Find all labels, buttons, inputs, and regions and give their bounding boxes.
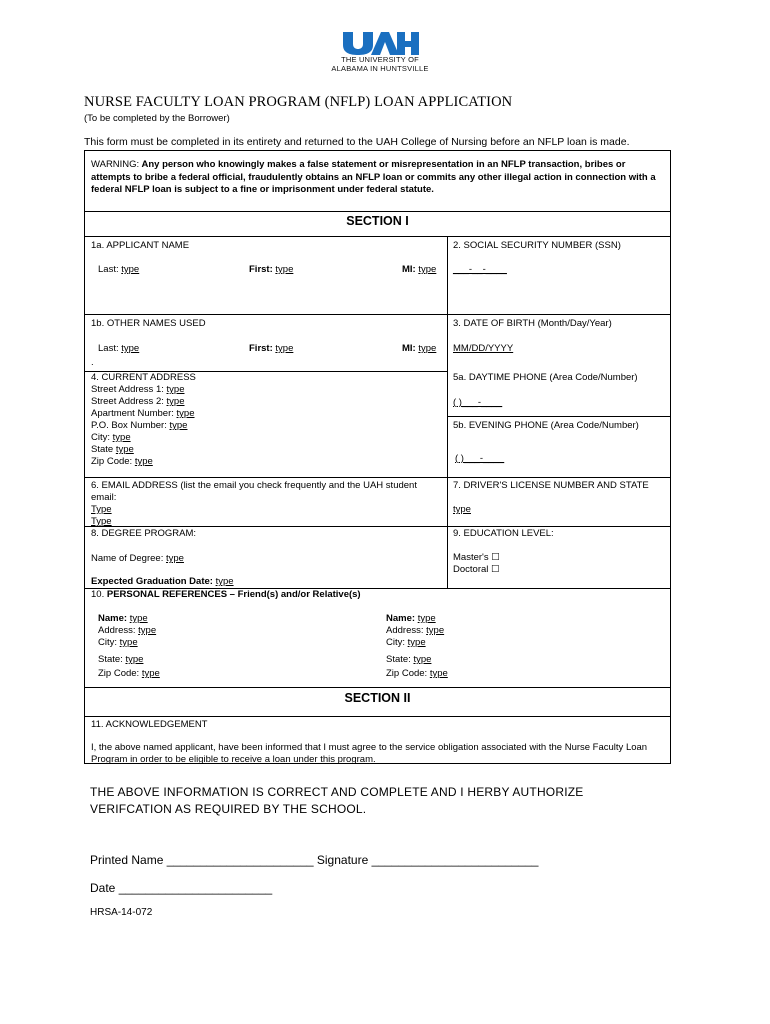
dob-field[interactable]: MM/DD/YYYY (453, 343, 514, 354)
other-mi-field[interactable]: type (418, 343, 437, 354)
day-phone-label: 5a. DAYTIME PHONE (Area Code/Number) (453, 372, 638, 383)
other-first-field[interactable]: type (275, 343, 294, 354)
applicant-mi-field[interactable]: type (418, 264, 437, 275)
signature-field[interactable]: _________________________ (371, 853, 539, 867)
graduation-date: Expected Graduation Date: type (91, 576, 234, 587)
other-names-dot: . (91, 357, 94, 368)
other-last-field[interactable]: type (121, 343, 140, 354)
ref2-state-field[interactable]: type (413, 654, 432, 665)
ref1-zip-field[interactable]: type (141, 668, 160, 679)
applicant-last: Last: type (98, 264, 140, 275)
ssn-label: 2. SOCIAL SECURITY NUMBER (SSN) (453, 240, 621, 251)
degree-name: Name of Degree: type (91, 553, 184, 564)
doctoral-checkbox[interactable]: Doctoral ☐ (453, 564, 500, 575)
day-phone-field[interactable]: ( )___-____ (453, 397, 503, 408)
printed-name-field[interactable]: ______________________ (166, 853, 314, 867)
address-label: 4. CURRENT ADDRESS (91, 372, 196, 383)
printed-name-label: Printed Name (90, 853, 164, 867)
email-field-1[interactable]: Type (91, 504, 112, 515)
street1-field[interactable]: type (166, 384, 185, 395)
state-field[interactable]: type (115, 444, 134, 455)
email-label: 6. EMAIL ADDRESS (list the email you check frequently and the UAH student email: (91, 480, 417, 503)
warning-label: WARNING: (91, 159, 140, 170)
ssn-field[interactable]: ___-__-____ (453, 264, 507, 275)
current-address: 4. CURRENT ADDRESS Street Address 1: type Street Address 2: type Apartment Number: type P.O. Box Number: type City: type State type Zip Code: type (91, 372, 196, 467)
signature-row (90, 853, 538, 867)
section-1-heading: SECTION I (346, 214, 409, 228)
applicant-name-label: 1a. APPLICANT NAME (91, 240, 190, 251)
application-form (84, 150, 671, 764)
references-label: 10. PERSONAL REFERENCES – Friend(s) and/or Relative(s) (91, 589, 361, 600)
uah-logo-mark-icon (341, 30, 419, 56)
applicant-first-field[interactable]: type (275, 264, 294, 275)
ack-label: 11. ACKNOWLEDGEMENT (91, 719, 208, 730)
street2-field[interactable]: type (166, 396, 185, 407)
applicant-first: First: type (249, 264, 294, 275)
other-last: Last: type (98, 343, 140, 354)
signature-label: Signature (316, 853, 369, 867)
po-box-field[interactable]: type (169, 420, 188, 431)
license-label: 7. DRIVER'S LICENSE NUMBER AND STATE (453, 480, 649, 491)
ref2-city-field[interactable]: type (407, 637, 426, 648)
section-2-heading: SECTION II (344, 691, 411, 705)
ref2-name-field[interactable]: type (417, 613, 436, 624)
email-field-2[interactable]: Type (91, 516, 112, 527)
other-mi: MI: type (402, 343, 437, 354)
dob-label: 3. DATE OF BIRTH (Month/Day/Year) (453, 318, 612, 329)
education-label: 9. EDUCATION LEVEL: (453, 528, 554, 539)
license-field[interactable]: type (453, 504, 471, 515)
degree-label: 8. DEGREE PROGRAM: (91, 528, 197, 539)
reference-2: Name: type Address: type City: type State: type Zip Code: type (386, 613, 448, 679)
masters-checkbox[interactable]: Master's ☐ (453, 552, 500, 563)
warning-box (91, 159, 666, 197)
apartment-field[interactable]: type (176, 408, 195, 419)
date-label: Date (90, 881, 116, 895)
degree-name-field[interactable]: type (165, 553, 184, 564)
other-first: First: type (249, 343, 294, 354)
form-intro: This form must be completed in its entirety and returned to the UAH College of Nursing before an NFLP loan is made. (84, 136, 630, 148)
ref1-city-field[interactable]: type (119, 637, 138, 648)
uah-logo (325, 30, 435, 73)
ref2-zip-field[interactable]: type (429, 668, 448, 679)
zip-field[interactable]: type (134, 456, 153, 467)
ref1-name-field[interactable]: type (129, 613, 148, 624)
applicant-last-field[interactable]: type (121, 264, 140, 275)
eve-phone-label: 5b. EVENING PHONE (Area Code/Number) (453, 420, 639, 431)
warning-text: Any person who knowingly makes a false statement or misrepresentation in an NFLP transaction, bribes or attempts to bribe a federal official, fraudulently obtains an NFLP loan or commits any other illegal action in connection with a federal NFLP loan is subject to a fine or imprisonment under federal statute. (91, 159, 656, 195)
email-section (91, 480, 443, 528)
form-subtitle: (To be completed by the Borrower) (84, 113, 230, 124)
date-row (90, 881, 272, 895)
reference-1: Name: type Address: type City: type State: type Zip Code: type (98, 613, 160, 679)
logo-line-2: ALABAMA IN HUNTSVILLE (331, 63, 429, 73)
ack-text: I, the above named applicant, have been informed that I must agree to the service obligation associated with the Nurse Faculty Loan Program in order to be eligible to receive a loan under this program. (91, 742, 648, 765)
eve-phone-field[interactable]: ( )___-____ (455, 453, 505, 464)
form-title: NURSE FACULTY LOAN PROGRAM (NFLP) LOAN APPLICATION (84, 94, 513, 110)
date-field[interactable]: _______________________ (118, 881, 273, 895)
city-field[interactable]: type (112, 432, 131, 443)
ref1-state-field[interactable]: type (125, 654, 144, 665)
logo-line-1: THE UNIVERSITY OF (341, 55, 419, 64)
certification-statement: THE ABOVE INFORMATION IS CORRECT AND COMPLETE AND I HERBY AUTHORIZE VERIFCATION AS REQUIRED BY THE SCHOOL. (90, 785, 584, 816)
other-names-label: 1b. OTHER NAMES USED (91, 318, 206, 329)
ref1-address-field[interactable]: type (138, 625, 157, 636)
graduation-date-field[interactable]: type (215, 576, 234, 587)
ref2-address-field[interactable]: type (426, 625, 445, 636)
form-code: HRSA-14-072 (90, 907, 153, 918)
applicant-mi: MI: type (402, 264, 437, 275)
